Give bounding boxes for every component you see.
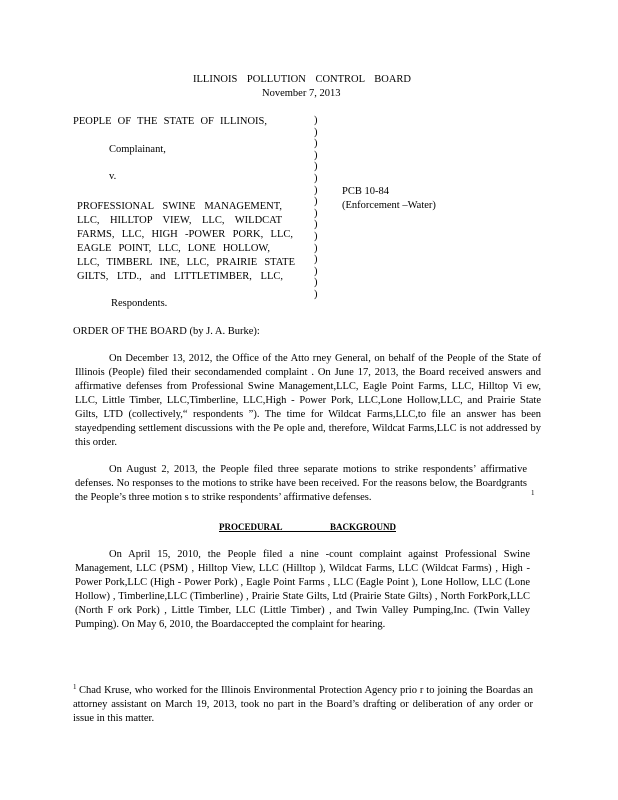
versus-label: v. <box>109 171 117 182</box>
caption-bracket: ) ) ) ) ) ) ) ) ) ) ) ) ) ) ) ) <box>314 115 318 300</box>
order-title: ORDER OF THE BOARD (by J. A. Burke): <box>73 326 260 337</box>
respondents-line: FARMS, LLC, HIGH -POWER PORK, LLC, <box>77 229 293 240</box>
paragraph-background: On April 15, 2010, the People filed a nine -count complaint against Professional Swine Management, LLC (PSM) , Hilltop View, LLC (Hilltop ), Wildcat Farms, LLC (Wildcat Farms) , High -Power Pork,LLC (High - Power Pork) , Eagle Point Farms , LLC (Eagle Point ), Lone Hollow, LLC (Lone Hollow) , Timberline,LLC (Timberline) , Prairie State Gilts, Ltd (Prairie State Gilts) , North ForkPork,LLC (North F ork Pork) , Little Timber, LLC (Little Timber) , and Twin Valley Pumping,Inc. (Twin Valley Pumping). On May 6, 2010, the Boardaccepted the complaint for hearing. <box>75 549 530 630</box>
footnote-text: Chad Kruse, who worked for the Illinois Environmental Protection Agency prio r to joining the Boardas an attorney assistant on March 19, 2013, took no part in the Board’s drafting or deliberation of any order or issue in this matter. <box>73 685 533 724</box>
section-heading: PROCEDURAL BACKGROUND <box>219 522 396 532</box>
respondents-line: LLC, TIMBERL INE, LLC, PRAIRIE STATE <box>77 257 295 268</box>
respondents-label: Respondents. <box>111 298 168 309</box>
paragraph-motions: On August 2, 2013, the People filed three separate motions to strike respondents’ affirmative defenses. No responses to the motions to strike have been received. For the reasons below, the Boardgrants the People’s three motion s to strike respondents’ affirmative defenses. <box>75 464 527 503</box>
order-date: November 7, 2013 <box>262 88 341 99</box>
case-type: (Enforcement –Water) <box>342 200 436 211</box>
case-number: PCB 10-84 <box>342 186 389 197</box>
paragraph-intro: On December 13, 2012, the Office of the Atto rney General, on behalf of the People of the State of Illinois (People) filed their secondamended complaint . On June 17, 2013, the Board received answers and affirmative defenses from Professional Swine Management,LLC, Eagle Point Farms, LLC, Hilltop Vi ew, LLC, Little Timber, LLC,Timberline, LLC,High - Power Pork, LLC,Lone Hollow,LLC, and Prairie State Gilts, LTD (collectively,“ respondents ”). The time for Wildcat Farms,LLC,to file an answer has been stayedpending settlement discussions with the Pe ople and, therefore, Wildcat Farms,LLC is not addressed by this order. <box>75 353 541 448</box>
board-name: ILLINOIS POLLUTION CONTROL BOARD <box>193 74 411 85</box>
footnote-reference: 1 <box>531 489 535 497</box>
respondents-line: GILTS, LTD., and LITTLETIMBER, LLC, <box>77 271 283 282</box>
respondents-line: PROFESSIONAL SWINE MANAGEMENT, <box>77 201 282 212</box>
footnote-marker: 1 <box>73 683 77 691</box>
respondents-line: LLC, HILLTOP VIEW, LLC, WILDCAT <box>77 215 282 226</box>
plaintiff-name: PEOPLE OF THE STATE OF ILLINOIS, <box>73 116 267 127</box>
respondents-line: EAGLE POINT, LLC, LONE HOLLOW, <box>77 243 270 254</box>
complainant-label: Complainant, <box>109 144 166 155</box>
